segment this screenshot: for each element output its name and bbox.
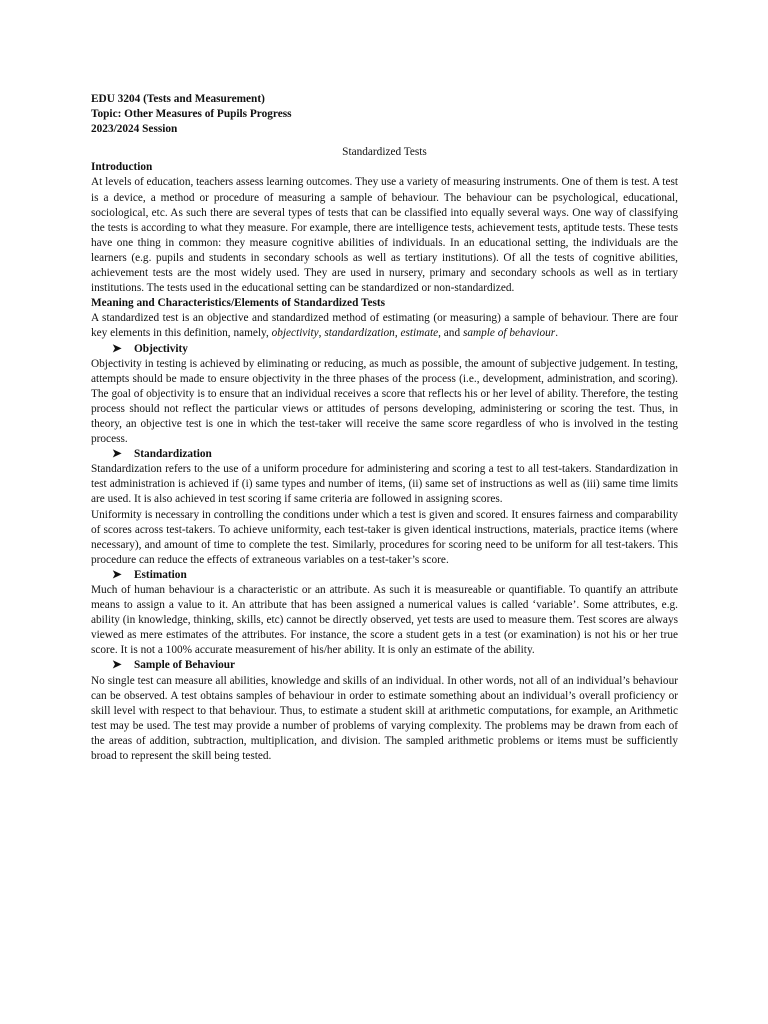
introduction-heading: Introduction [91, 161, 153, 174]
sample-of-behaviour-label: Sample of Behaviour [134, 659, 236, 672]
term-estimate: estimate [400, 327, 439, 340]
standardization-paragraph-2: Uniformity is necessary in controlling the conditions under which a test is given and scored. It ensures fairness and comparability of scores across test-takers. To achieve uniformity, each test-taker is given identical instructions, materials, practice items (where necessary), and amount of time to complete the test. Similarly, procedures for scoring need to be uniform for all test-takers. This procedure can reduce the effects of extraneous variables on a test-taker’s score. [91, 508, 678, 566]
term-standardization: standardization [324, 327, 395, 340]
term-objectivity: objectivity [271, 327, 319, 340]
meaning-text-start: A standardized test is an objective and standardized method of estimating (or measuring) a sample of behaviour. There are four key elements in this definition, namely, [91, 312, 678, 340]
estimation-heading [91, 568, 678, 583]
topic-line: Topic: Other Measures of Pupils Progress [91, 108, 292, 121]
document-page [91, 92, 678, 764]
standardization-label: Standardization [134, 448, 212, 461]
sample-of-behaviour-paragraph: No single test can measure all abilities, knowledge and skills of an individual. In other words, not all of an individual’s behaviour can be observed. A test obtains samples of behaviour in order to estimate something about an individual’s overall proficiency or skill level with respect to that behaviour. Thus, to estimate a student skill at arithmetic computations, for example, an Arithmetic test may be used. The test may provide a number of problems of varying complexity. The problems may be drawn from each of the areas of addition, subtraction, multiplication, and division. The sampled arithmetic problems or items must be sufficiently broad to represent the skill being tested. [91, 674, 678, 763]
separator: , and [438, 327, 463, 340]
meaning-paragraph [91, 311, 678, 341]
objectivity-label: Objectivity [134, 342, 188, 355]
estimation-paragraph: Much of human behaviour is a characteristic or an attribute. As such it is measureable or quantifiable. To quantify an attribute means to assign a value to it. An attribute that has been assigned a numerical values is called ‘variable’. Some attributes, e.g. ability (in knowledge, thinking, skills, etc) cannot be directly observed, yet tests are used to measure them. Test scores are always viewed as mere estimates of the attributes. For instance, the score a student gets in a test (or examination) is not his or her true score. It is not a 100% accurate measurement of his/her ability. It is only an estimate of the ability. [91, 584, 678, 657]
course-title: EDU 3204 (Tests and Measurement) [91, 93, 265, 105]
separator: , [394, 327, 401, 340]
arrow-bullet-icon: ➤ [112, 342, 122, 355]
document-title: Standardized Tests [342, 146, 427, 159]
standardization-heading [91, 447, 678, 462]
sample-of-behaviour-heading [91, 658, 678, 673]
estimation-label: Estimation [134, 568, 187, 581]
session-line: 2023/2024 Session [91, 123, 178, 136]
standardization-paragraph-1: Standardization refers to the use of a uniform procedure for administering and scoring a test to all test-takers. Standardization in test administration is achieved if (i) same types and number of items, (ii) same set of instructions as well as (iii) same time limits are used. It is also achieved in test scoring if same criteria are followed in assigning scores. [91, 463, 678, 506]
meaning-heading: Meaning and Characteristics/Elements of Standardized Tests [91, 297, 386, 310]
separator: , [318, 327, 325, 340]
term-sample-of-behaviour: sample of behaviour [462, 327, 556, 340]
objectivity-heading [91, 342, 678, 357]
arrow-bullet-icon: ➤ [112, 568, 122, 581]
arrow-bullet-icon: ➤ [112, 448, 122, 461]
introduction-paragraph: At levels of education, teachers assess learning outcomes. They use a variety of measuring instruments. One of them is test. A test is a device, a method or procedure of measuring a sample of behaviour. The behaviour can be psychological, educational, sociological, etc. As such there are several types of tests that can be classified into equally several ways. One way of classifying the tests is according to what they measure. For example, there are intelligence tests, achievement tests, aptitude tests. These tests have one thing in common: they measure cognitive abilities of individuals. In an educational setting, the individuals are the learners (e.g. pupils and students in secondary schools as well as tertiary institutions). Of all the tests of cognitive abilities, achievement tests are the most widely used. They are used in nursery, primary and secondary schools as well as in tertiary institutions. The tests used in the educational setting can be standardized or non-standardized. [91, 176, 678, 295]
meaning-text-end: . [555, 327, 559, 340]
arrow-bullet-icon: ➤ [112, 659, 122, 672]
objectivity-paragraph: Objectivity in testing is achieved by eliminating or reducing, as much as possible, the amount of subjective judgement. In testing, attempts should be made to ensure objectivity in the three phases of the process (i.e., development, administration, and scoring). The goal of objectivity is to ensure that an individual receives a score that reflects his or her level of ability. Therefore, the testing process should not reflect the particular views or attitudes of persons developing, administering or scoring the test. Thus, in theory, an objective test is one in which the test-taker will receive the same score regardless of who is involved in the testing process. [91, 357, 678, 446]
